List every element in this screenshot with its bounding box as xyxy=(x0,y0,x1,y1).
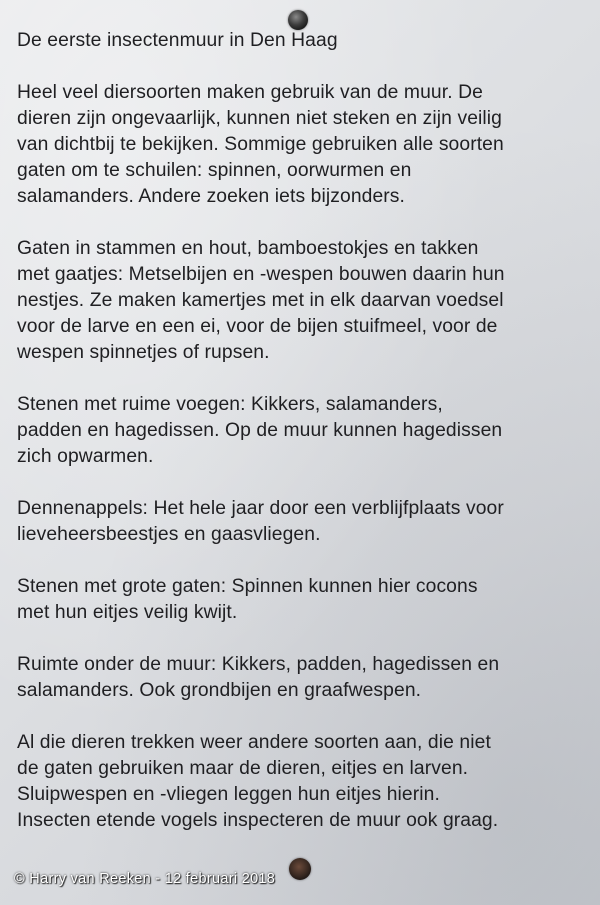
paragraph-under-wall: Ruimte onder de muur: Kikkers, padden, hagedissen en salamanders. Ook grondbijen en graafwespen. xyxy=(17,654,500,701)
photo-watermark: © Harry van Reeken - 12 februari 2018 xyxy=(14,871,276,887)
screw-icon xyxy=(289,858,311,880)
screw-icon xyxy=(288,10,308,30)
paragraph-conclusion: Al die dieren trekken weer andere soorten aan, die niet de gaten gebruiken maar de dieren, eitjes en larven. Sluipwespen en -vliegen leggen hun eitjes hierin. Insecten etende vogels inspecteren de muur ook graag. xyxy=(17,732,499,831)
paragraph-intro: Heel veel diersoorten maken gebruik van de muur. De dieren zijn ongevaarlijk, kunnen niet steken en zijn veilig van dichtbij te bekijken. Sommige gebruiken alle soorten gaten om te schuilen: spinnen, oorwurmen en salamanders. Andere zoeken iets bijzonders. xyxy=(17,82,504,207)
sign-title: De eerste insectenmuur in Den Haag xyxy=(17,30,338,51)
paragraph-pine-cones: Dennenappels: Het hele jaar door een verblijfplaats voor lieveheersbeestjes en gaasvliegen. xyxy=(17,498,504,545)
sign-content xyxy=(17,28,587,860)
paragraph-stones-holes: Stenen met grote gaten: Spinnen kunnen hier cocons met hun eitjes veilig kwijt. xyxy=(17,576,478,623)
paragraph-stems-wood: Gaten in stammen en hout, bamboestokjes en takken met gaatjes: Metselbijen en -wespen bouwen daarin hun nestjes. Ze maken kamertjes met in elk daarvan voedsel voor de larve en een ei, voor de bijen stuifmeel, voor de wespen spinnetjes of rupsen. xyxy=(17,238,505,363)
paragraph-stones-joints: Stenen met ruime voegen: Kikkers, salamanders, padden en hagedissen. Op de muur kunnen hagedissen zich opwarmen. xyxy=(17,394,503,467)
